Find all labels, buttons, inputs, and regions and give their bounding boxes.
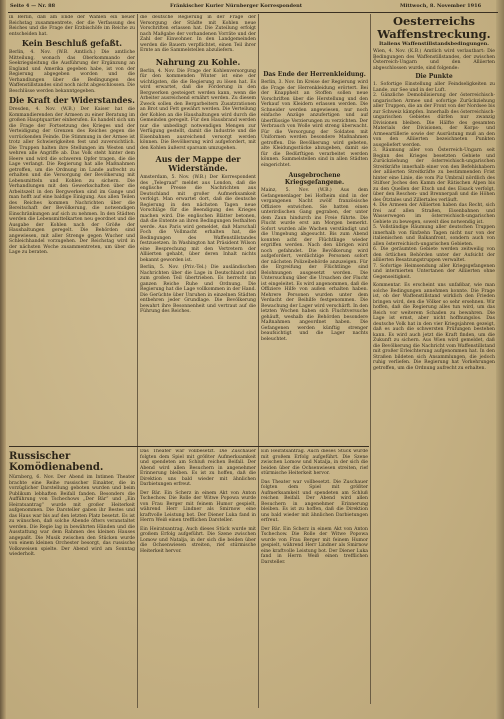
article-text: Ein Heiratsantrag. Auch dieses Stück wurde mit großem Erfolg aufgeführt. Die Szene zwischen Lomow und Natalja, in der sich die beiden über die Ochsenwiesen streiten, rief stürmische Heiterkeit hervor. <box>261 449 368 476</box>
header-rule <box>8 12 498 13</box>
bottom-column-2 <box>140 449 256 705</box>
page-binding-edge <box>0 0 6 719</box>
article-text: Ein Heiratsantrag. Auch dieses Stück wurde mit großem Erfolg aufgeführt. Die Szene zwischen Lomow und Natalja, in der sich die beiden über die Ochsenwiesen streiten, rief stürmische Heiterkeit hervor. <box>140 526 256 554</box>
column-rule <box>370 14 371 704</box>
article-text: Wien, 4. Nov. (K.B.) Amtlich wird verlautbart: Die Bedingungen des Waffenstillstandes, der zwischen Österreich-Ungarn und den Alliierten abgeschlossen wurde, sind folgende: <box>373 49 495 71</box>
article-text: Dresden, 4. Nov. (W.B.) Der Kaiser hat die Kommandierenden der Armeen zu einer Beratung im großen Hauptquartier einberufen. Es handelt sich um die Frage der Fortsetzung des Krieges und der Verteidigung der Grenzen des Reiches gegen die vorrückenden Feinde. Die Stimmung in der Armee ist trotz aller Schwierigkeiten fest und zuversichtlich. Die Truppen halten ihre Stellungen im Westen und wehren alle Angriffe ab. Das Volk steht hinter dem Heere und wird die schweren Opfer tragen, die die Lage verlangt. Die Regierung hat alle Maßnahmen getroffen, um die Ordnung im Lande aufrecht zu erhalten und die Versorgung der Bevölkerung mit Lebensmitteln und Kohlen zu sichern. Die Verhandlungen mit den Gewerkschaften über die Arbeitszeit in den Bergwerken sind im Gange und man hofft auf eine baldige Einigung. Aus allen Teilen des Reiches kommen Nachrichten über die Bereitschaft der Bevölkerung, die notwendigen Einschränkungen auf sich zu nehmen. In den Städten werden die Lebensmittelkarten neu geordnet und die Ausgabe der Kohlen nach der Größe der Haushaltungen geregelt. Die Behörden sind angewiesen, mit aller Strenge gegen Wucher und Schleichhandel vorzugehen. Der Reichstag wird in der nächsten Woche zusammentreten, um über die Lage zu beraten. <box>9 107 135 255</box>
article-text: Das Theater war vollbesetzt. Die Zuschauer folgten dem Spiel mit größter Aufmerksamkeit und spendeten am Schluß reichen Beifall. Der Abend wird allen Besuchern in angenehmer Erinnerung bleiben. Es ist zu hoffen, daß die Direktion uns bald wieder mit ähnlichen Darbietungen erfreut. <box>261 479 368 523</box>
article-text: Das Theater war vollbesetzt. Die Zuschauer folgten dem Spiel mit größter Aufmerksamkeit und spendeten am Schluß reichen Beifall. Der Abend wird allen Besuchern in angenehmer Erinnerung bleiben. Es ist zu hoffen, daß die Direktion uns bald wieder mit ähnlichen Darbietungen erfreut. <box>140 449 256 487</box>
article-text: Der Bär. Ein Scherz in einem Akt von Anton Tschechow. Die Rolle der Witwe Popowa wurde von Frau Berger mit feinem Humor gespielt, während Herr Lindner als Smirnow eine kraftvolle Leistung bot. Der Diener Luka fand in Herrn Weiß einen trefflichen Darsteller. <box>261 526 368 565</box>
column-4 <box>373 15 495 705</box>
column-1 <box>9 15 135 443</box>
article-text: die deutsche Regierung in der Frage der Versorgung der Städte mit Kohlen neue Vorschriften erlassen hat. Die Zuteilung erfolgt nach Maßgabe der vorhandenen Vorräte und der Zahl der Einwohner. In den Landgemeinden werden die Bauern verpflichtet, einen Teil ihrer Ernte an die Sammelstellen abzuliefern. <box>140 15 256 53</box>
section-rule <box>9 446 369 447</box>
headline-nahrung: Nahrung zu Kohle. <box>155 56 241 67</box>
masthead-waffenstreckung: Oesterreichs Waffenstreckung. <box>377 15 491 41</box>
article-text: 1. Sofortige Einstellung aller Feindseligkeiten zu Lande, zur See und in der Luft. 2. Gänzliche Demobilisierung der österreichisch-ungarischen Armee und sofortige Zurückziehung aller Truppen, die an der Front von der Nordsee bis zur Schweiz kämpfen. Innerhalb des österreichisch-ungarischen Gebietes dürfen nur zwanzig Divisionen bleiben. Die Hälfte des gesamten Materials der Divisionen, der Korps- und Armeeartillerie sowie der Ausrüstung muß an den von den Alliierten bezeichneten Punkten ausgeliefert werden. 3. Räumung aller von Österreich-Ungarn seit Beginn des Krieges besetzten Gebiete und Zurückziehung der österreichisch-ungarischen Streitkräfte innerhalb einer von den Befehlshabern der alliierten Streitkräfte zu bestimmenden Frist hinter eine Linie, die vom Piz Umbrail nördlich des Stilfser Joches den Kamm der Rätischen Alpen bis zu den Quellen der Etsch und des Eisack verfolgt, über den Reschen- und Brennerpaß und die Höhen des Ötztales und Zillertales verläuft. 4. Die Armeen der Alliierten haben das Recht, sich frei auf allen Straßen, Eisenbahnen und Wasserwegen im österreichisch-ungarischen Gebiete zu bewegen, soweit dies notwendig ist. 5. Vollständige Räumung aller deutschen Truppen innerhalb von fünfzehn Tagen nicht nur von der italienischen und Balkanfront, sondern auch von allen österreichisch-ungarischen Gebieten. 6. Die geräumten Gebiete werden zeitweilig von den örtlichen Behörden unter der Aufsicht der alliierten Besatzungstruppen verwaltet. 7. Sofortige Heimsendung aller Kriegsgefangenen und internierten Untertanen der Alliierten ohne Gegenseitigkeit. <box>373 82 495 280</box>
headline-komoedienabend: Russischer Komödienabend. <box>9 451 104 473</box>
header-paper-name: Fränkischer Kurier Nürnberger Korrespondent <box>170 3 303 9</box>
article-text: Amsterdam, 5. Nov. (W.B.) Der Korrespondent des „Telegraaf“ meldet aus London, daß die englische Presse die Nachrichten aus Deutschland mit großer Aufmerksamkeit verfolgt. Man erwartet dort, daß die deutsche Regierung in den nächsten Tagen neue Vorschläge für die Beendigung des Krieges machen wird. Die englischen Blätter betonen, daß die Entente an ihren Bedingungen festhalten werde. Aus Paris wird gemeldet, daß Marschall Foch die Vollmacht erhalten hat, die Bedingungen des Waffenstillstandes festzusetzen. In Washington hat Präsident Wilson eine Besprechung mit den Vertretern der Alliierten gehabt, über deren Inhalt nichts bekannt geworden ist. <box>140 175 256 263</box>
header-date: Mittwoch, 8. November 1916 <box>400 3 482 9</box>
column-2 <box>140 15 256 443</box>
article-text: in Berlin, daß am Ende der Wahlen ein neuer Reichstag zusammentrete, der die Verfassung des Reiches und die Frage der Erzbischöfe im Reiche zu entscheiden hat. <box>9 15 135 37</box>
column-rule <box>137 448 138 708</box>
headline-kriegsgefangene: Ausgebrochene Kriegsgefangene. <box>284 172 345 186</box>
article-text: Berlin, 4. Nov. (W.B. Amtlich.) Die amtliche Mitteilung, wonach das Oberkommando der Seekriegsleitung die Ausführung der Ergänzung an England und Amerika gegeben habe, ist von der Regierung abgegeben worden und die Verhandlungen über die Bedingungen des Waffenstillstandes sind noch nicht abgeschlossen. Die Beschlüsse werden bekanntgegeben. <box>9 50 135 94</box>
article-text: Nürnberg, 6. Nov. Der Abend im Intimen Theater brachte eine Reihe russischer Einakter, die in vorzüglicher Darstellung geboten wurden und beim Publikum lebhaften Beifall fanden. Besonders die Aufführung von Tschechows „Der Bär“ und „Ein Heiratsantrag“ wurde mit großer Heiterkeit aufgenommen. Die Darsteller gaben ihr Bestes und das Haus war bis auf den letzten Platz besetzt. Es ist zu wünschen, daß solche Abende öfters veranstaltet werden. Die Regie lag in bewährten Händen und die Ausstattung war dem Rahmen des kleinen Hauses angepaßt. Die Musik zwischen den Stücken wurde von einem kleinen Orchester besorgt, das russische Volksweisen spielte. Der Abend wird am Sonntag wiederholt. <box>9 475 135 557</box>
column-rule <box>258 448 259 708</box>
headline-herrenkleidung: Das Ende der Herrenkleidung. <box>263 71 366 78</box>
headline-kraft: Die Kraft der Widerstandes. <box>9 95 135 105</box>
page-fold-edge <box>496 0 504 719</box>
column-3 <box>261 15 368 443</box>
header-page-number: Seite 4 — Nr. 88 <box>10 3 56 9</box>
bottom-column-3 <box>261 449 368 705</box>
article-text: Berlin, 4. Nov. Die Frage der Kohlenversorgung für den kommenden Winter ist eine der wichtigsten, die die Regierung zu lösen hat. Es wird erwartet, daß die Förderung in den Bergwerken gesteigert werden kann, wenn die Arbeiter ausreichend ernährt werden. Zu diesem Zweck sollen den Bergarbeitern Zusatzrationen an Brot und Fett gewährt werden. Die Verteilung der Kohlen an die Haushaltungen wird durch die Gemeinden geregelt. Für den Hausbrand werden nur die unbedingt notwendigen Mengen zur Verfügung gestellt, damit die Industrie und die Eisenbahnen ausreichend versorgt werden können. Die Bevölkerung wird aufgefordert, mit den Kohlen äußerst sparsam umzugehen. <box>140 68 256 151</box>
headline-mappe: Aus der Mappe der Widerstände. <box>155 154 241 173</box>
article-text: Berlin, 3. Nov. Im Kreise der Regierung wird die Frage der Herrenkleidung erörtert. Bei der Knappheit an Stoffen sollen neue Vorschriften über die Herstellung und den Verkauf von Kleidern erlassen werden. Die Schneider werden angewiesen, nur noch einfache Anzüge anzufertigen und auf überflüssige Verzierungen zu verzichten. Der Verbrauch von Wolle wird streng überwacht. Für die Versorgung der Soldaten mit Uniformen werden besondere Maßnahmen getroffen. Die Bevölkerung wird gebeten, alte Kleidungsstücke abzugeben, damit sie für die Bedürftigen verarbeitet werden können. Sammelstellen sind in allen Städten eingerichtet. <box>261 80 368 168</box>
article-text: Mainz, 5. Nov. (W.B.) Aus dem Gefangenenlager bei Hofheim sind in der vergangenen Nacht zwölf französische Offiziere entwichen. Sie hatten einen unterirdischen Gang gegraben, der unter dem Zaun hindurch ins Freie führte. Die Flucht wurde erst am Morgen bemerkt. Sofort wurden alle Wachen verständigt und die Umgebung abgesucht. Bis zum Abend konnten acht der Flüchtlinge wieder ergriffen werden. Nach den übrigen wird noch gefahndet. Die Bevölkerung wird aufgefordert, verdächtige Personen sofort der nächsten Polizeibehörde anzuzeigen. Für die Ergreifung der Flüchtlinge sind Belohnungen ausgesetzt worden. Die Untersuchung über die Ursachen der Flucht ist eingeleitet. Es wird angenommen, daß die Offiziere Hilfe von außen erhalten haben. Mehrere Personen wurden unter dem Verdacht der Beihilfe festgenommen. Die Bewachung der Lager wird verschärft. In den letzten Wochen haben sich Fluchtversuche gehäuft, weshalb die Behörden besondere Maßnahmen angeordnet haben. Die Gefangenen werden künftig strenger beaufsichtigt und die Lager nachts beleuchtet. <box>261 188 368 342</box>
article-text: Kommentar. Es erscheint uns unfaßbar, wie man solche Bedingungen annehmen konnte. Die Frage ist, ob der Waffenstillstand wirklich den Frieden bringen wird, den die Völker so sehr ersehnen. Wir hoffen, daß die Regierung alles tun wird, um das Reich vor weiterem Schaden zu bewahren. Die Lage ist ernst, aber nicht hoffnungslos. Das deutsche Volk hat in den vier Kriegsjahren gezeigt, daß es auch die schwersten Prüfungen bestehen kann. Es wird auch jetzt die Kraft finden, um die Zukunft zu sichern. Aus Wien wird gemeldet, daß die Bevölkerung die Nachricht vom Waffenstillstand mit großer Erleichterung aufgenommen hat. In den Straßen bildeten sich Ansammlungen, die jedoch ruhig verliefen. Die Regierung hat Vorkehrungen getroffen, um die Ordnung aufrecht zu erhalten. <box>373 283 495 371</box>
article-text: Der Bär. Ein Scherz in einem Akt von Anton Tschechow. Die Rolle der Witwe Popowa wurde von Frau Berger mit feinem Humor gespielt, während Herr Lindner als Smirnow eine kraftvolle Leistung bot. Der Diener Luka fand in Herrn Weiß einen trefflichen Darsteller. <box>140 490 256 523</box>
subhead-italien: Italiens Waffenstillstandsbedingungen. <box>378 41 490 47</box>
headline-berlin: Kein Beschluß gefaßt. <box>21 38 123 48</box>
bottom-column-1 <box>9 449 135 705</box>
article-text: Berlin, 5. Nov. (Priv.-Tel.) Die ausländischen Nachrichten über die Lage in Deutschland sind zum großen Teil übertrieben. Es herrscht im ganzen Reiche Ruhe und Ordnung. Die Regierung hat die Lage vollkommen in der Hand. Die Gerüchte über Unruhen in einzelnen Städten entbehren jeder Grundlage. Die Bevölkerung bewahrt ihre Besonnenheit und vertraut auf die Führung des Reiches. <box>140 265 256 314</box>
box-title-punkte: Die Punkte <box>415 73 453 80</box>
